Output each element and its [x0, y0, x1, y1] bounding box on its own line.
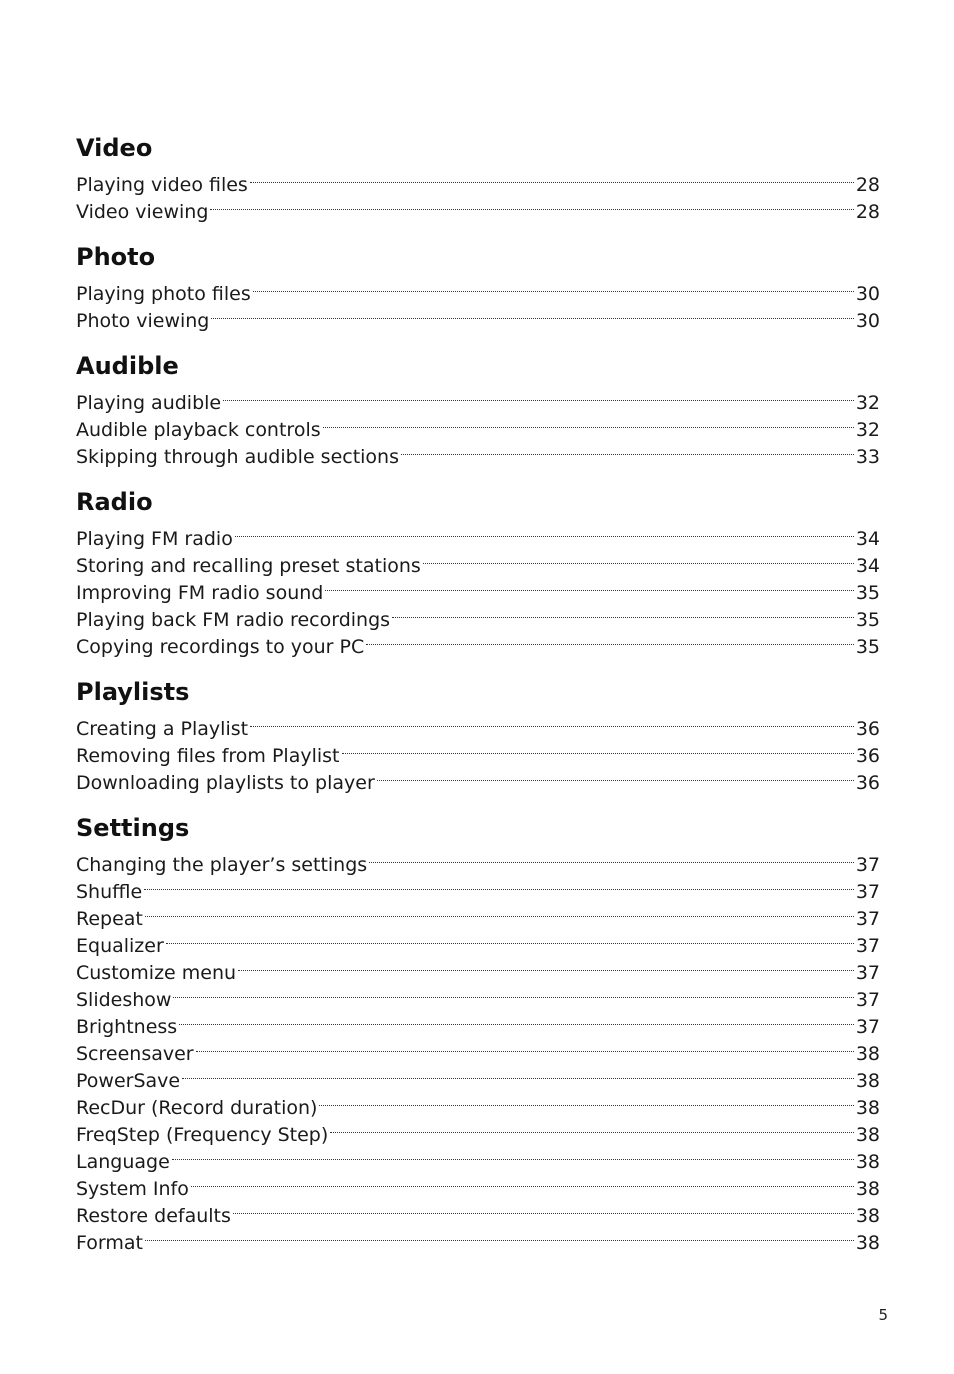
toc-entry[interactable]: [76, 1222, 880, 1254]
dot-leader: [211, 300, 853, 327]
toc-entry-label: Shuffle: [76, 881, 143, 903]
dot-leader: [172, 1141, 854, 1168]
dot-leader: [253, 273, 854, 300]
section-heading: Audible: [76, 352, 179, 380]
toc-entry[interactable]: [76, 518, 880, 550]
dot-leader: [196, 1033, 854, 1060]
toc-entry-label: Audible playback controls: [76, 419, 321, 441]
dot-leader: [238, 952, 854, 979]
toc-entry-page: 38: [855, 1070, 880, 1092]
dot-leader: [210, 191, 853, 218]
toc-entry[interactable]: [76, 871, 880, 903]
toc-entry[interactable]: [76, 1168, 880, 1200]
dot-leader: [366, 626, 854, 653]
dot-leader: [401, 436, 854, 463]
toc-entry-page: 37: [855, 962, 880, 984]
dot-leader: [235, 518, 854, 545]
table-of-contents: [76, 132, 880, 1272]
toc-entry[interactable]: [76, 1033, 880, 1065]
dot-leader: [250, 708, 854, 735]
toc-entry-page: 32: [855, 392, 880, 414]
toc-entry-label: Playing photo files: [76, 283, 251, 305]
section-heading: Radio: [76, 488, 153, 516]
toc-entry[interactable]: [76, 708, 880, 740]
toc-entry-label: FreqStep (Frequency Step): [76, 1124, 329, 1146]
toc-entry-page: 36: [855, 718, 880, 740]
toc-entry-page: 37: [855, 854, 880, 876]
dot-leader: [377, 762, 854, 789]
dot-leader: [392, 599, 854, 626]
toc-entry-page: 30: [855, 310, 880, 332]
toc-entry[interactable]: [76, 1195, 880, 1227]
toc-entry[interactable]: [76, 382, 880, 414]
section-heading: Playlists: [76, 678, 190, 706]
toc-entry-label: Format: [76, 1232, 143, 1254]
toc-entry-page: 37: [855, 908, 880, 930]
toc-entry-label: Playing back FM radio recordings: [76, 609, 391, 631]
toc-entry-label: Improving FM radio sound: [76, 582, 324, 604]
dot-leader: [319, 1087, 853, 1114]
toc-entry-label: Creating a Playlist: [76, 718, 249, 740]
dot-leader: [325, 572, 853, 599]
toc-entry[interactable]: [76, 1060, 880, 1092]
toc-entry-label: Screensaver: [76, 1043, 194, 1065]
toc-entry-label: RecDur (Record duration): [76, 1097, 318, 1119]
toc-entry-label: Storing and recalling preset stations: [76, 555, 421, 577]
toc-entry-label: Playing FM radio: [76, 528, 233, 550]
dot-leader: [145, 1222, 854, 1249]
dot-leader: [369, 844, 854, 871]
toc-entry-label: Removing files from Playlist: [76, 745, 340, 767]
toc-entry-page: 33: [855, 446, 880, 468]
toc-entry-page: 35: [855, 636, 880, 658]
toc-entry[interactable]: [76, 844, 880, 876]
toc-entry-label: Customize menu: [76, 962, 237, 984]
toc-entry[interactable]: [76, 1087, 880, 1119]
toc-entry-page: 37: [855, 1016, 880, 1038]
toc-entry-label: System Info: [76, 1178, 189, 1200]
dot-leader: [223, 382, 854, 409]
toc-entry-label: Skipping through audible sections: [76, 446, 399, 468]
toc-entry-page: 38: [855, 1232, 880, 1254]
dot-leader: [342, 735, 854, 762]
toc-entry-page: 38: [855, 1205, 880, 1227]
page-number: 5: [878, 1306, 888, 1324]
toc-entry-label: Changing the player’s settings: [76, 854, 368, 876]
toc-entry[interactable]: [76, 952, 880, 984]
dot-leader: [250, 164, 854, 191]
toc-entry-page: 36: [855, 772, 880, 794]
dot-leader: [179, 1006, 854, 1033]
toc-entry[interactable]: [76, 979, 880, 1011]
toc-entry-page: 37: [855, 881, 880, 903]
toc-entry-label: Equalizer: [76, 935, 164, 957]
toc-entry-label: Restore defaults: [76, 1205, 231, 1227]
toc-entry-page: 34: [855, 555, 880, 577]
dot-leader: [191, 1168, 854, 1195]
toc-entry[interactable]: [76, 925, 880, 957]
toc-entry-label: Video viewing: [76, 201, 209, 223]
toc-entry-label: Repeat: [76, 908, 143, 930]
toc-entry-page: 38: [855, 1097, 880, 1119]
toc-entry-label: Photo viewing: [76, 310, 210, 332]
toc-entry-page: 28: [855, 201, 880, 223]
section-heading: Photo: [76, 243, 156, 271]
toc-entry-page: 34: [855, 528, 880, 550]
toc-entry[interactable]: [76, 164, 880, 196]
toc-entry-page: 37: [855, 989, 880, 1011]
dot-leader: [323, 409, 854, 436]
toc-entry-page: 35: [855, 582, 880, 604]
toc-entry[interactable]: [76, 1141, 880, 1173]
toc-entry[interactable]: [76, 273, 880, 305]
section-heading: Video: [76, 134, 153, 162]
dot-leader: [233, 1195, 854, 1222]
toc-entry-label: Copying recordings to your PC: [76, 636, 365, 658]
dot-leader: [166, 925, 854, 952]
toc-entry-page: 37: [855, 935, 880, 957]
toc-entry-label: Brightness: [76, 1016, 178, 1038]
toc-entry-page: 38: [855, 1043, 880, 1065]
toc-entry-label: Downloading playlists to player: [76, 772, 375, 794]
toc-entry-label: Slideshow: [76, 989, 172, 1011]
toc-section: [76, 676, 880, 794]
section-heading: Settings: [76, 814, 190, 842]
toc-entry-page: 38: [855, 1151, 880, 1173]
toc-entry-page: 38: [855, 1124, 880, 1146]
dot-leader: [182, 1060, 854, 1087]
dot-leader: [423, 545, 854, 572]
toc-entry[interactable]: [76, 1006, 880, 1038]
toc-section: [76, 812, 880, 1254]
toc-entry-page: 28: [855, 174, 880, 196]
dot-leader: [145, 898, 854, 925]
dot-leader: [144, 871, 854, 898]
toc-entry-label: Language: [76, 1151, 170, 1173]
toc-entry-label: PowerSave: [76, 1070, 181, 1092]
toc-entry-page: 30: [855, 283, 880, 305]
toc-entry-page: 35: [855, 609, 880, 631]
toc-entry-label: Playing audible: [76, 392, 222, 414]
toc-section: [76, 486, 880, 658]
toc-entry-label: Playing video files: [76, 174, 248, 196]
dot-leader: [173, 979, 853, 1006]
toc-entry-page: 36: [855, 745, 880, 767]
toc-entry-page: 32: [855, 419, 880, 441]
toc-section: [76, 350, 880, 468]
toc-section: [76, 132, 880, 223]
toc-entry[interactable]: [76, 898, 880, 930]
toc-section: [76, 241, 880, 332]
toc-entry-page: 38: [855, 1178, 880, 1200]
dot-leader: [330, 1114, 854, 1141]
